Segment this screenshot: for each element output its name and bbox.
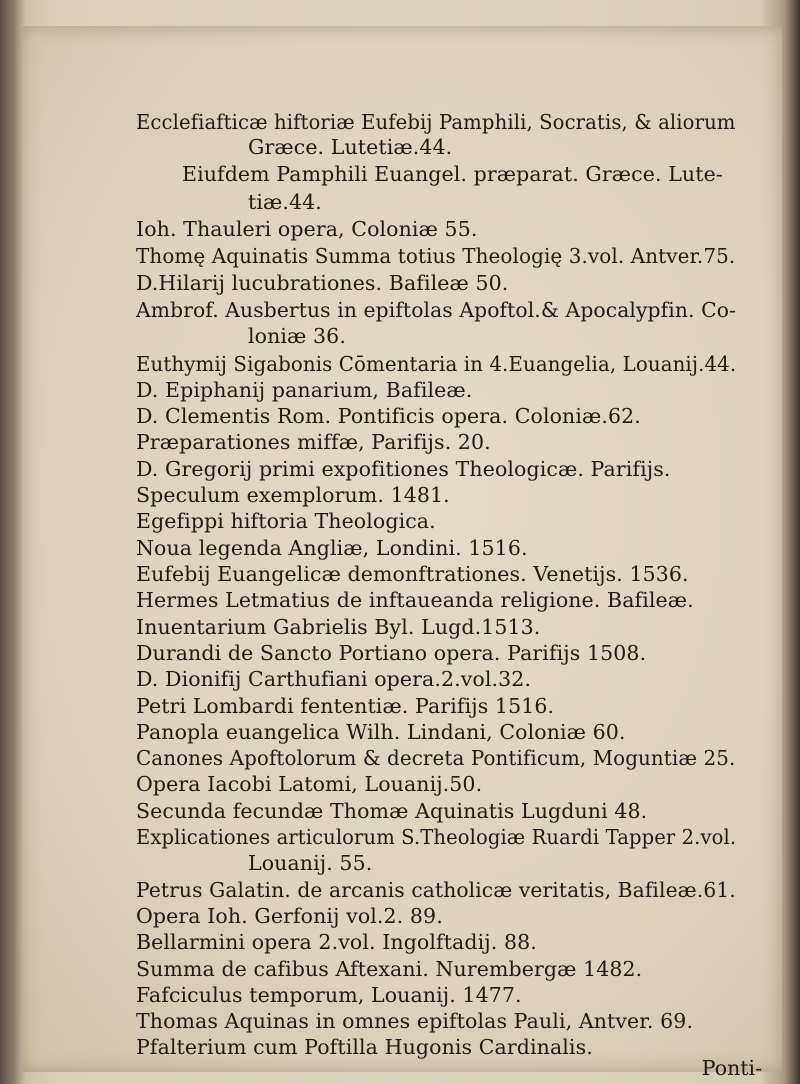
catalog-line: D.Hilarij lucubrationes. Bafileæ 50. [136, 271, 509, 295]
catalog-line: Petri Lombardi fententiæ. Parifijs 1516. [136, 694, 555, 718]
catalog-line: Petrus Galatin. de arcanis catholicæ veritatis, Bafileæ.61. [136, 878, 736, 902]
catalog-line: Præparationes miffæ, Parifijs. 20. [136, 430, 491, 454]
catalog-line: D. Epiphanij panarium, Bafileæ. [136, 378, 473, 402]
catalog-line: Bellarmini opera 2.vol. Ingolftadij. 88. [136, 930, 537, 954]
catalog-line: loniæ 36. [248, 324, 346, 348]
catalog-line: Hermes Letmatius de inftaueanda religione. Bafileæ. [136, 588, 694, 612]
catalog-line: Egefippi hiftoria Theologica. [136, 509, 436, 533]
catalog-line: Ecclefiafticæ hiftoriæ Eufebij Pamphili, Socratis, & aliorum [136, 110, 736, 134]
catalog-line: Summa de cafibus Aftexani. Nurembergæ 1482. [136, 957, 643, 981]
catalog-line: Euthymij Sigabonis Cōmentaria in 4.Euangelia, Louanij.44. [136, 352, 737, 376]
catalog-line: Canones Apoftolorum & decreta Pontificum, Moguntiæ 25. [136, 746, 736, 770]
catalog-line: Durandi de Sancto Portiano opera. Parifijs 1508. [136, 641, 647, 665]
catalog-line: Thomę Aquinatis Summa totius Theologię 3.vol. Antver.75. [136, 244, 736, 268]
catalog-line: Pfalterium cum Poftilla Hugonis Cardinalis. [136, 1035, 593, 1059]
catalog-line: Opera Ioh. Gerfonij vol.2. 89. [136, 904, 443, 928]
catalog-line: Speculum exemplorum. 1481. [136, 483, 450, 507]
catalog-line: Panopla euangelica Wilh. Lindani, Coloniæ 60. [136, 720, 626, 744]
catalog-line: Eiufdem Pamphili Euangel. præparat. Græce. Lute- [182, 162, 723, 186]
catalog-line: Fafciculus temporum, Louanij. 1477. [136, 983, 522, 1007]
catalog-line: Secunda fecundæ Thomæ Aquinatis Lugduni 48. [136, 799, 648, 823]
book-page [22, 26, 782, 1080]
catalog-line: D. Dionifij Carthufiani opera.2.vol.32. [136, 667, 532, 691]
catalog-line: tiæ.44. [248, 190, 322, 214]
catalog-line: Græce. Lutetiæ.44. [248, 135, 453, 159]
catalog-line: Louanij. 55. [248, 851, 373, 875]
catalog-line: Ambrof. Ausbertus in epiftolas Apoftol.& Apocalypfin. Co- [136, 298, 737, 322]
catalog-line: Noua legenda Angliæ, Londini. 1516. [136, 536, 528, 560]
catalog-line: D. Clementis Rom. Pontificis opera. Coloniæ.62. [136, 404, 641, 428]
catalog-line: Inuentarium Gabrielis Byl. Lugd.1513. [136, 615, 541, 639]
catalog-line: D. Gregorij primi expofitiones Theologicæ. Parifijs. [136, 457, 671, 481]
catalog-line: Eufebij Euangelicæ demonftrationes. Venetijs. 1536. [136, 562, 689, 586]
catalog-line: Thomas Aquinas in omnes epiftolas Pauli, Antver. 69. [136, 1009, 694, 1033]
catchword: Ponti- [701, 1056, 762, 1080]
catalog-line: Explicationes articulorum S.Theologiæ Ruardi Tapper 2.vol. [136, 825, 737, 849]
catalog-line: Ioh. Thauleri opera, Coloniæ 55. [136, 217, 478, 241]
catalog-line: Opera Iacobi Latomi, Louanij.50. [136, 772, 483, 796]
